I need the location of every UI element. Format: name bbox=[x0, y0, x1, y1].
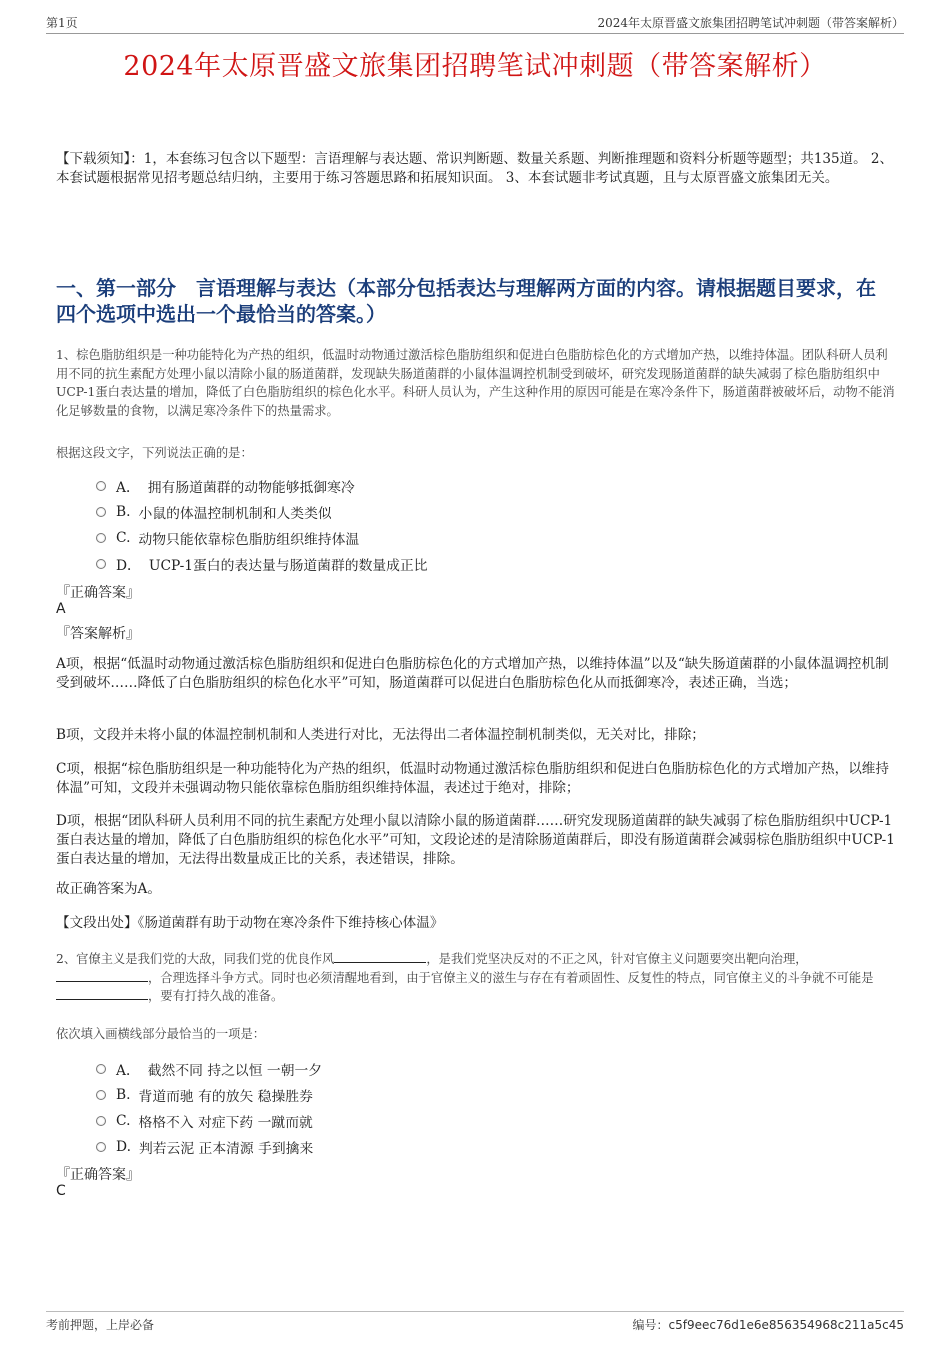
question-2-option-d[interactable]: D. 判若云泥 正本清源 手到擒来 bbox=[96, 1134, 322, 1160]
question-2-text: 2、官僚主义是我们党的大敌，同我们党的优良作风 ，是我们党坚决反对的不正之风，针对官僚主义问题要突出靶向治理，，合理选择斗争方式。同时也必须清醒地看到，由于官僚主义的滋生与存在有着顽固性、反复性的特点，同官僚主义的斗争就不可能是，要有打持久战的准备。 bbox=[56, 952, 874, 1004]
page-footer bbox=[46, 1311, 904, 1335]
running-title: 2024年太原晋盛文旅集团招聘笔试冲刺题（带答案解析） bbox=[597, 16, 904, 30]
question-1-text: 1、棕色脂肪组织是一种功能特化为产热的组织，低温时动物通过激活棕色脂肪组织和促进白色脂肪棕色化的方式增加产热，以维持体温。团队科研人员利用不同的抗生素配方处理小鼠以清除小鼠的肠道菌群，发现缺失肠道菌群的小鼠体温调控机制受到破坏，研究发现肠道菌群的缺失减弱了棕色脂肪组织中UCP-1蛋白表达量的增加，降低了白色脂肪组织的棕色化水平。科研人员认为，产生这种作用的原因可能是在寒冷条件下，肠道菌群被破坏后，动物不能消化足够数量的食物，以满足寒冷条件下的热量需求。 bbox=[56, 348, 895, 419]
section-title: 一、第一部分 言语理解与表达（本部分包括表达与理解两方面的内容。请根据题目要求，在四个选项中选出一个最恰当的答案。） bbox=[56, 276, 876, 326]
question-1-prompt: 根据这段文字，下列说法正确的是： bbox=[56, 446, 253, 460]
radio-icon[interactable] bbox=[96, 507, 106, 517]
radio-icon[interactable] bbox=[96, 1090, 106, 1100]
analysis-paragraph-b: B项，文段并未将小鼠的体温控制机制和人类进行对比，无法得出二者体温控制机制类似，无关对比，排除； bbox=[56, 727, 705, 743]
radio-icon[interactable] bbox=[96, 1142, 106, 1152]
document-id: 编号：c5f9eec76d1e6e856354968c211a5c45 bbox=[632, 1318, 904, 1332]
question-2-option-b[interactable]: B. 背道而驰 有的放矢 稳操胜券 bbox=[96, 1082, 322, 1108]
fill-blank-3[interactable] bbox=[56, 988, 148, 1000]
analysis-paragraph-d: D项，根据“团队科研人员利用不同的抗生素配方处理小鼠以清除小鼠的肠道菌群……研究发现肠道菌群的缺失减弱了棕色脂肪组织中UCP-1蛋白表达量的增加，降低了白色脂肪组织的棕色化水平”可知，文段论述的是清除肠道菌群后，即没有肠道菌群会减弱棕色脂肪组织中UCP-1蛋白表达量的增加，无法得出数量成正比的关系，表述错误，排除。 bbox=[56, 813, 895, 867]
document-title: 2024年太原晋盛文旅集团招聘笔试冲刺题（带答案解析） bbox=[123, 51, 827, 82]
question-2-options bbox=[96, 1056, 322, 1160]
fill-blank-2[interactable] bbox=[56, 970, 148, 982]
question-1-analysis-label: 『答案解析』 bbox=[56, 626, 140, 642]
footer-slogan: 考前押题，上岸必备 bbox=[46, 1318, 155, 1332]
download-notice: 【下载须知】：1，本套练习包含以下题型：言语理解与表达题、常识判断题、数量关系题、判断推理题和资料分析题等题型；共135道。 2、本套试题根据常见招考题总结归纳，主要用于练习答题思路和拓展知识面。 3、本套试题非考试真题，且与太原晋盛文旅集团无关。 bbox=[56, 151, 893, 186]
source-citation: 【文段出处】《肠道菌群有助于动物在寒冷条件下维持核心体温》 bbox=[56, 915, 444, 931]
radio-icon[interactable] bbox=[96, 533, 106, 543]
question-1-option-d[interactable]: D． UCP-1蛋白的表达量与肠道菌群的数量成正比 bbox=[96, 551, 428, 577]
radio-icon[interactable] bbox=[96, 559, 106, 569]
analysis-paragraph-a: A项，根据“低温时动物通过激活棕色脂肪组织和促进白色脂肪棕色化的方式增加产热，以维持体温”以及“缺失肠道菌群的小鼠体温调控机制受到破坏……降低了白色脂肪组织的棕色化水平”可知，肠道菌群可以促进白色脂肪棕色化从而抵御寒冷，表述正确，当选； bbox=[56, 656, 889, 691]
question-2-prompt: 依次填入画横线部分最恰当的一项是： bbox=[56, 1027, 266, 1041]
question-1-answer: A bbox=[56, 601, 66, 617]
analysis-conclusion: 故正确答案为A。 bbox=[56, 881, 161, 897]
radio-icon[interactable] bbox=[96, 1064, 106, 1074]
question-1-option-b[interactable]: B. 小鼠的体温控制机制和人类类似 bbox=[96, 499, 428, 525]
page-number: 第1页 bbox=[46, 16, 78, 30]
question-1-option-c[interactable]: C. 动物只能依靠棕色脂肪组织维持体温 bbox=[96, 525, 428, 551]
question-1-options bbox=[96, 473, 428, 577]
radio-icon[interactable] bbox=[96, 1116, 106, 1126]
page-header bbox=[46, 14, 904, 34]
question-2-answer: C bbox=[56, 1183, 66, 1199]
question-2-option-a[interactable]: A． 截然不同 持之以恒 一朝一夕 bbox=[96, 1056, 322, 1082]
radio-icon[interactable] bbox=[96, 481, 106, 491]
question-2-answer-label: 『正确答案』 bbox=[56, 1167, 140, 1183]
question-1-answer-label: 『正确答案』 bbox=[56, 585, 140, 601]
question-1-option-a[interactable]: A． 拥有肠道菌群的动物能够抵御寒冷 bbox=[96, 473, 428, 499]
question-2-option-c[interactable]: C. 格格不入 对症下药 一蹴而就 bbox=[96, 1108, 322, 1134]
fill-blank-1[interactable] bbox=[334, 951, 426, 963]
analysis-paragraph-c: C项，根据“棕色脂肪组织是一种功能特化为产热的组织，低温时动物通过激活棕色脂肪组织和促进白色脂肪棕色化的方式增加产热，以维持体温”可知，文段并未强调动物只能依靠棕色脂肪组织维持体温，表述过于绝对，排除； bbox=[56, 761, 889, 796]
